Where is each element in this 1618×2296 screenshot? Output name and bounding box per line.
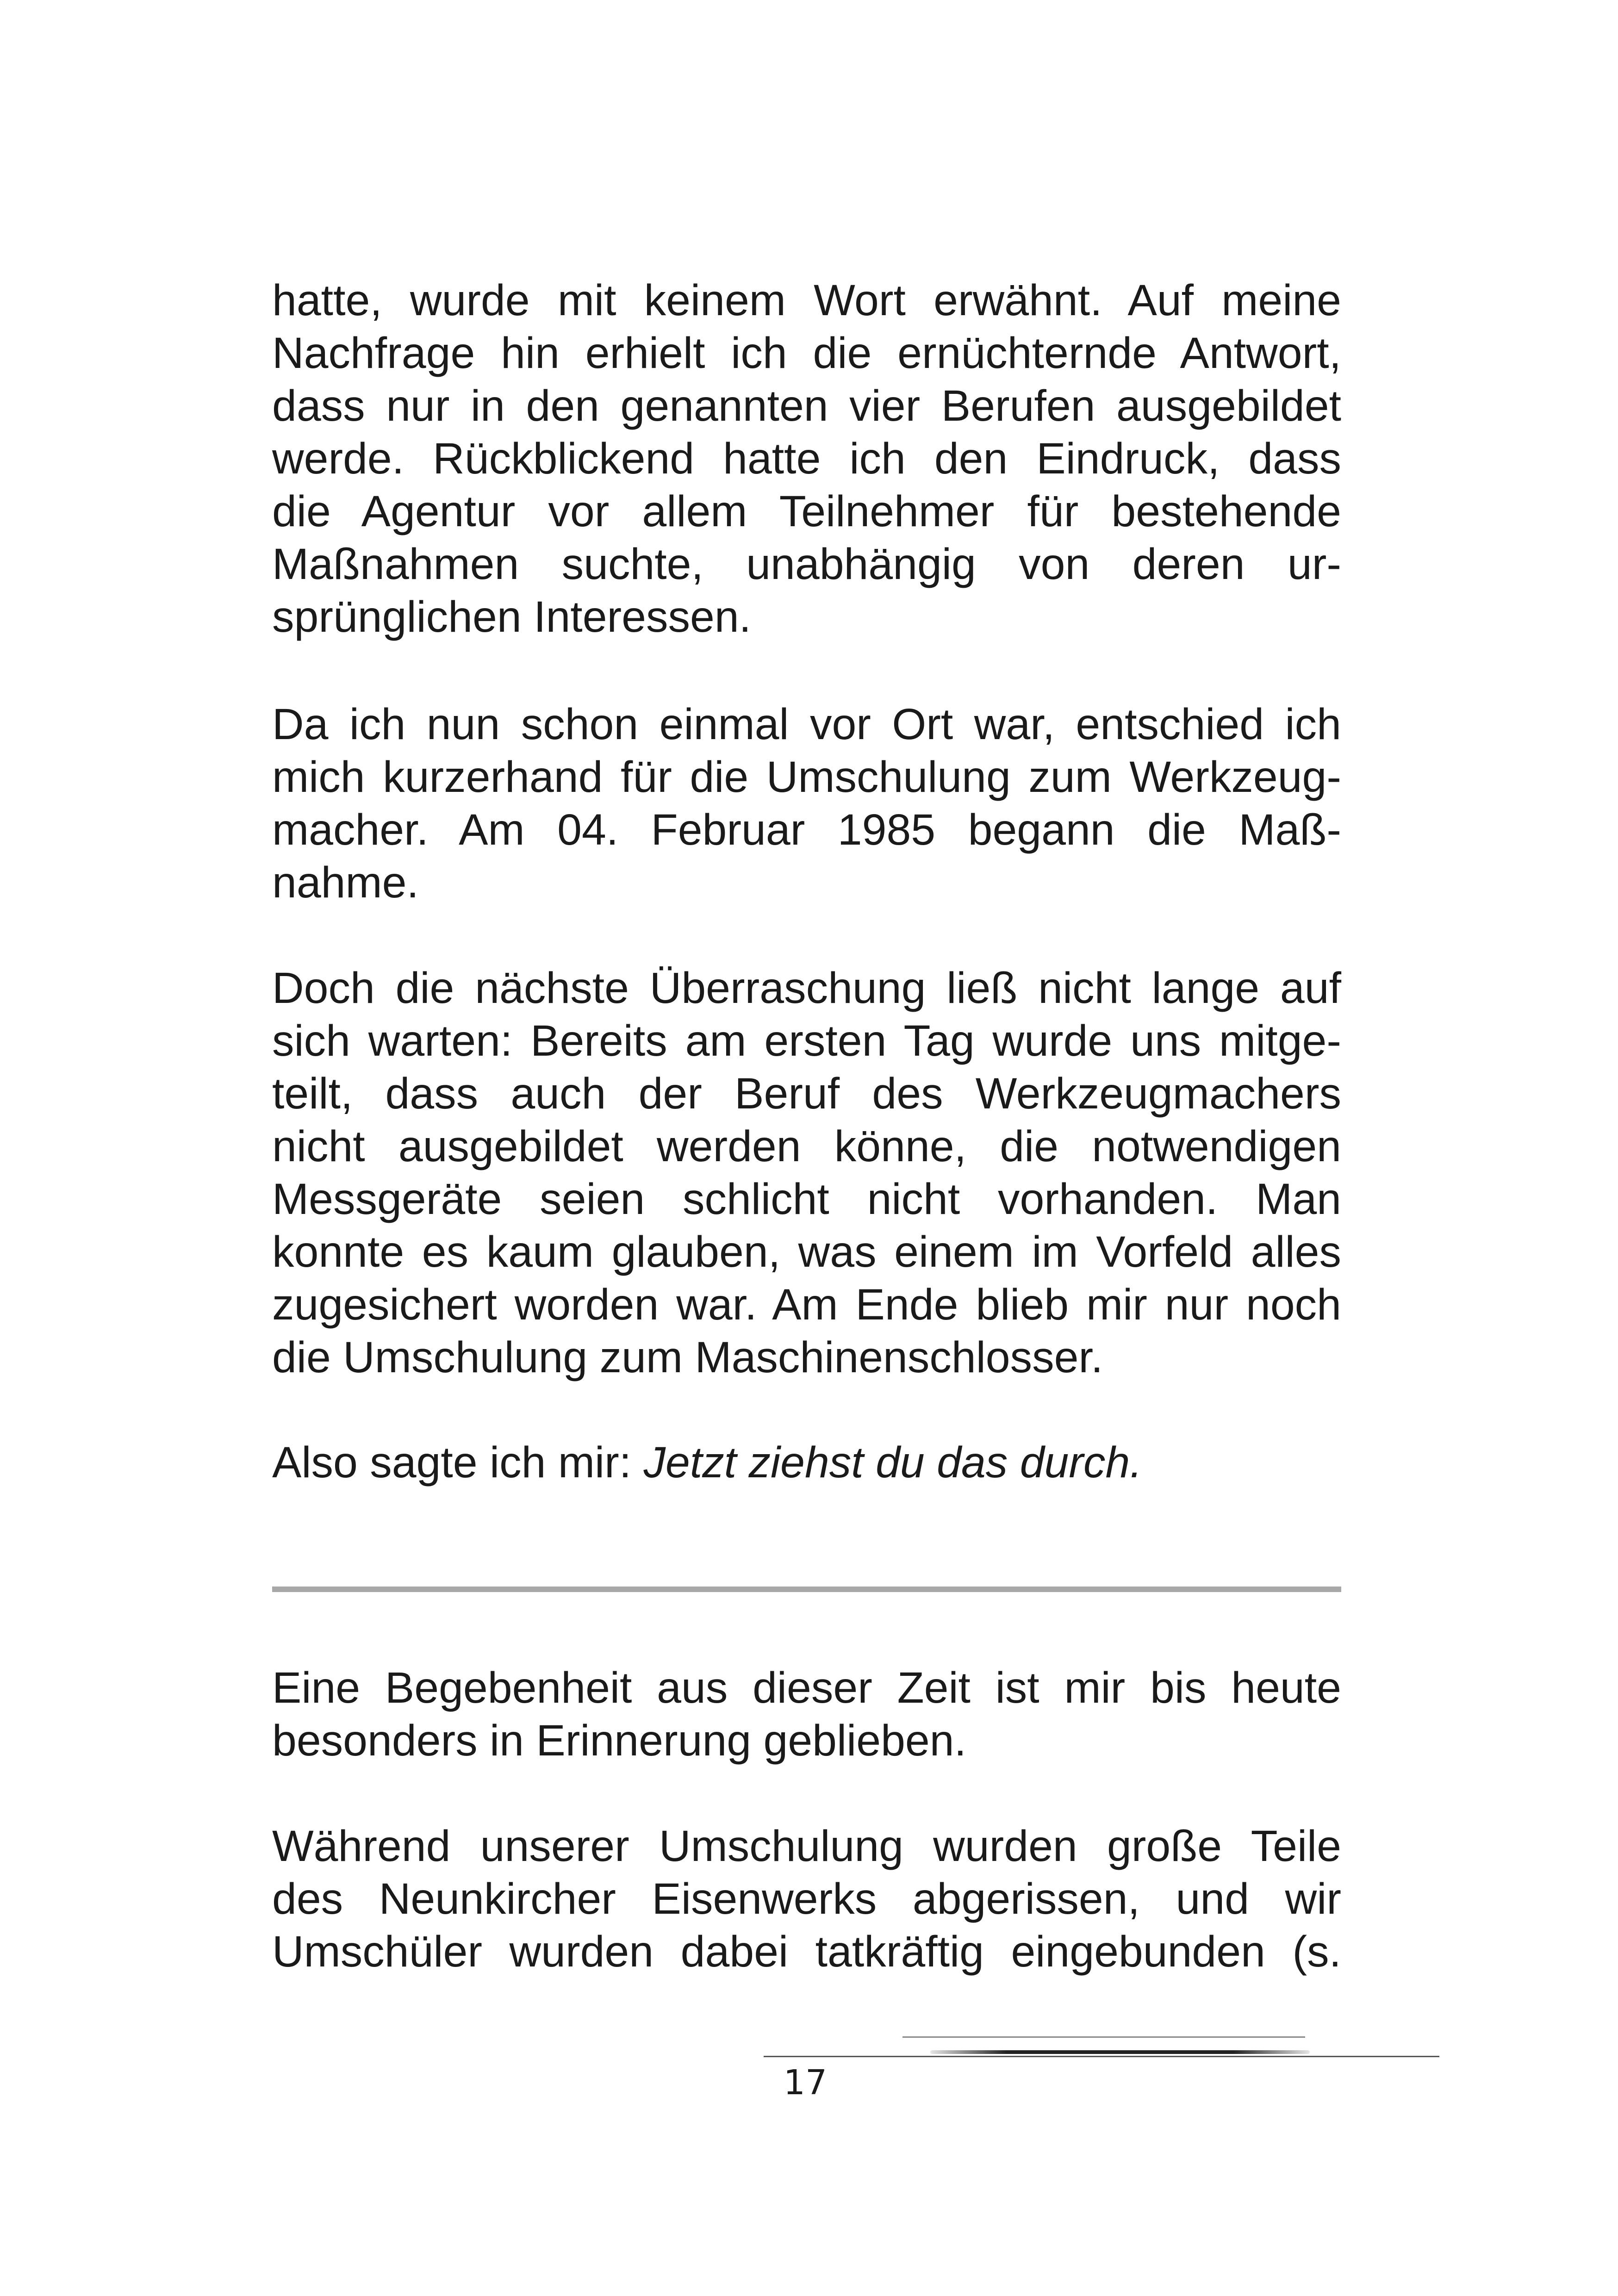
text-line: des Neunkircher Eisenwerks abgerissen, und wir — [272, 1874, 1341, 1923]
text-line: die Agentur vor allem Teilnehmer für bestehende — [272, 487, 1341, 536]
footer-rule — [764, 2056, 1439, 2057]
text-line: Messgeräte seien schlicht nicht vorhanden. Man — [272, 1175, 1341, 1224]
paragraph-4 — [272, 1436, 1341, 1489]
footer-rule — [902, 2036, 1305, 2038]
paragraph-1 — [272, 274, 1341, 643]
paragraph-3 — [272, 962, 1341, 1384]
paragraph-6 — [272, 1820, 1341, 1978]
text-line: dass nur in den genannten vier Berufen ausgebildet — [272, 381, 1341, 430]
text-line: Da ich nun schon einmal vor Ort war, entschied ich — [272, 700, 1341, 749]
text-line: sich warten: Bereits am ersten Tag wurde uns mitge- — [272, 1016, 1341, 1065]
text-line: nahme. — [272, 858, 419, 907]
text-line: macher. Am 04. Februar 1985 begann die Maß- — [272, 805, 1341, 854]
text-line — [272, 1436, 1341, 1489]
text-line: Nachfrage hin erhielt ich die ernüchternde Antwort, — [272, 329, 1341, 378]
paragraph-2 — [272, 698, 1341, 909]
text-line: Während unserer Umschulung wurden große Teile — [272, 1822, 1341, 1871]
text-line: Maßnahmen suchte, unabhängig von deren ur- — [272, 540, 1341, 589]
text-line: teilt, dass auch der Beruf des Werkzeugmachers — [272, 1069, 1341, 1118]
inner-thought: Jetzt ziehst du das durch. — [643, 1438, 1142, 1487]
text-line: Doch die nächste Überraschung ließ nicht lange auf — [272, 964, 1341, 1013]
quote-intro: Also sagte ich mir: — [272, 1438, 644, 1487]
page-number: 17 — [783, 2063, 828, 2103]
text-line: Umschüler wurden dabei tatkräftig eingebunden (s. — [272, 1927, 1341, 1976]
text-line: nicht ausgebildet werden könne, die notwendigen — [272, 1122, 1341, 1171]
text-line: hatte, wurde mit keinem Wort erwähnt. Auf meine — [272, 276, 1341, 325]
section-divider — [272, 1587, 1341, 1592]
text-line: mich kurzerhand für die Umschulung zum Werkzeug- — [272, 753, 1341, 802]
paragraph-5 — [272, 1661, 1341, 1767]
text-line: sprünglichen Interessen. — [272, 592, 752, 641]
footer-rule — [930, 2050, 1310, 2054]
text-line: besonders in Erinnerung geblieben. — [272, 1716, 966, 1765]
text-line: Eine Begebenheit aus dieser Zeit ist mir bis heute — [272, 1663, 1341, 1712]
text-line: zugesichert worden war. Am Ende blieb mir nur noch — [272, 1280, 1341, 1329]
text-line: werde. Rückblickend hatte ich den Eindruck, dass — [272, 434, 1341, 483]
text-line: die Umschulung zum Maschinenschlosser. — [272, 1333, 1103, 1382]
text-line: konnte es kaum glauben, was einem im Vorfeld alles — [272, 1227, 1341, 1276]
